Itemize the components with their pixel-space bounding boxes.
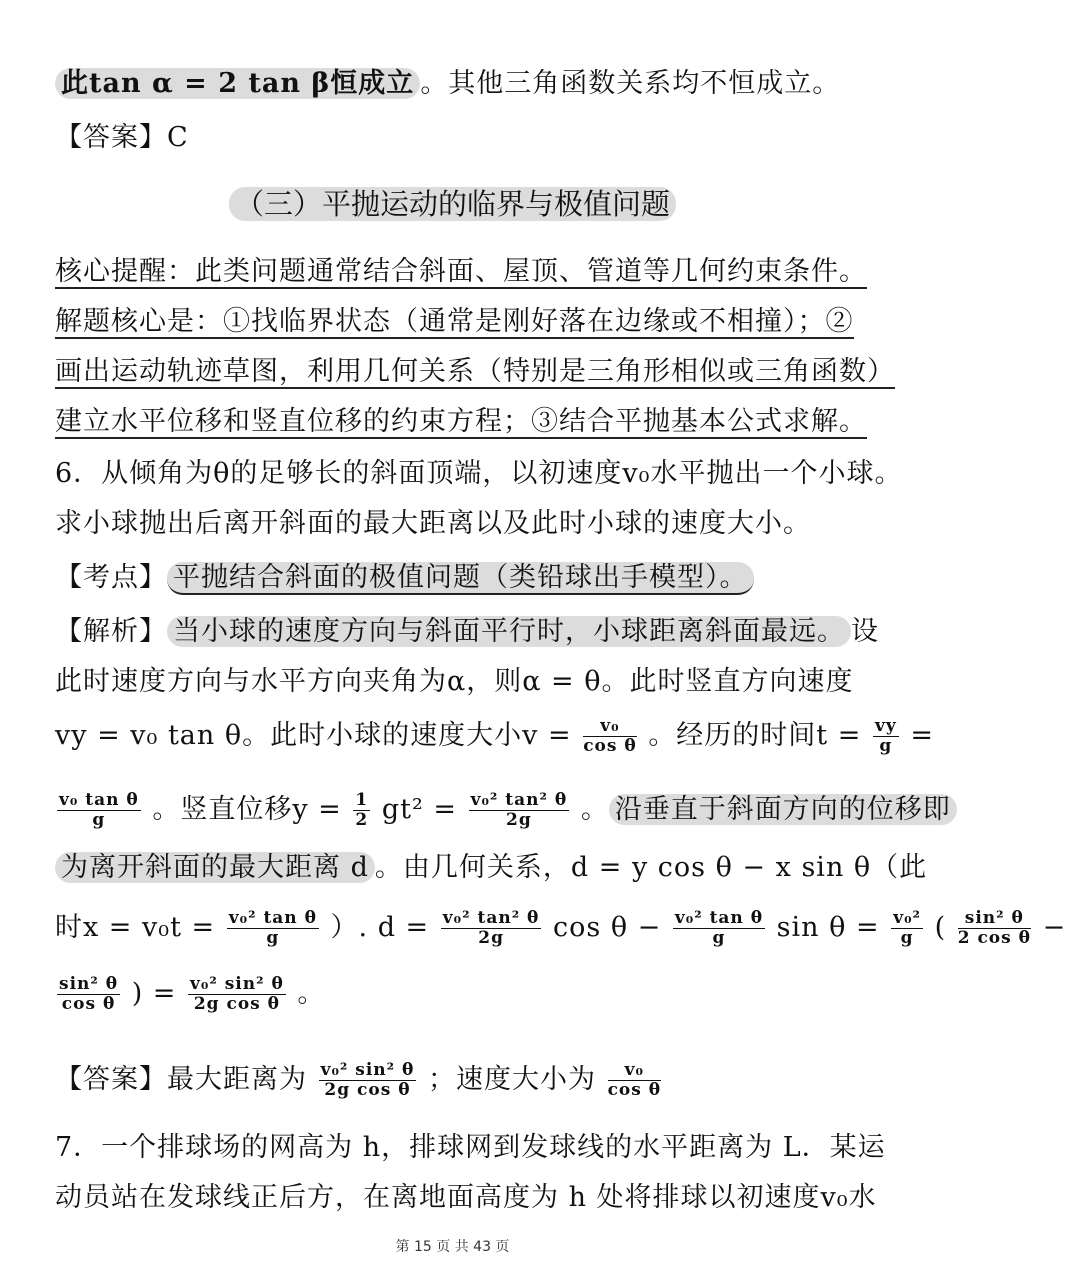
text: sin θ = [776,912,880,943]
highlight-tan-relation: 此tan α = 2 tan β恒成立 [55,68,420,99]
text: 设 [851,616,879,647]
text: gt² = [381,794,457,825]
section-title [0,181,905,227]
fraction: $\frac{\text{v₀² sin² θ}}{\text{2g cos θ}}$ [320,1060,415,1100]
text: 。由几何关系，d = y cos θ − x sin θ（此 [374,852,928,883]
kaodian-label: 【考点】 [55,562,167,593]
core-line-2 [55,300,854,344]
text: 。竖直位移y = [152,794,342,825]
kaodian-text: 平抛结合斜面的极值问题（类铅球出手模型）。 [167,562,754,595]
text: 时x = v₀t = [55,912,216,943]
fraction: $\frac{\text{v₀² tan θ}}{g}$ [674,908,764,948]
core-text: 建立水平位移和竖直位移的约束方程；③结合平抛基本公式求解。 [55,406,867,437]
text: ) = [131,978,177,1009]
fraction: $\frac{vy}{g}$ [874,716,897,756]
core-text: 核心提醒：此类问题通常结合斜面、屋顶、管道等几何约束条件。 [55,256,867,287]
jiexi-line-3 [55,714,934,758]
answer-5: 【答案】C [55,122,189,153]
question-7-line-1: 7．一个排球场的网高为 h，排球网到发球线的水平距离为 L．某运 [55,1132,886,1163]
text: = [910,720,934,751]
question-7-line-2: 动员站在发球线正后方，在离地面高度为 h 处将排球以初速度v₀水 [55,1182,877,1213]
jiexi-highlight: 为离开斜面的最大距离 d [55,852,375,883]
fraction: $\frac{\text{sin² θ}}{\text{cos θ}}$ [59,974,119,1014]
core-line-4 [55,400,867,444]
jiexi-line-2: 此时速度方向与水平方向夹角为α，则α = θ。此时竖直方向速度 [55,666,854,697]
jiexi-line-5 [55,846,927,890]
fraction: $\frac{\text{v₀² sin² θ}}{\text{2g cos θ}}$ [190,974,284,1014]
jiexi-highlight: 沿垂直于斜面方向的位移即 [609,794,957,825]
line-1 [55,62,840,106]
kaodian [55,556,754,600]
text: 。其他三角函数关系均不恒成立。 [420,68,841,99]
text: ；速度大小为 [427,1064,596,1095]
text: ）. d = [330,912,430,943]
text: − [1042,912,1066,943]
jiexi-line-6 [55,906,1066,950]
core-line-3 [55,350,895,394]
core-text: 画出运动轨迹草图，利用几何关系（特别是三角形相似或三角函数） [55,356,895,387]
answer-6 [55,1058,663,1102]
question-6-line-1: 6．从倾角为θ的足够长的斜面顶端，以初速度v₀水平抛出一个小球。 [55,458,903,489]
fraction: $\frac{\text{v₀}}{\text{cos θ}}$ [607,1060,662,1100]
fraction: $\frac{\text{sin² θ}}{\text{2 cos θ}}$ [957,908,1031,948]
question-6-line-2: 求小球抛出后离开斜面的最大距离以及此时小球的速度大小。 [55,508,811,539]
jiexi-line-7 [55,972,325,1016]
jiexi-highlight: 当小球的速度方向与斜面平行时，小球距离斜面最远。 [167,616,851,647]
jiexi-label: 【解析】 [55,616,167,647]
text: 。经历的时间t = [648,720,862,751]
core-text: 解题核心是：①找临界状态（通常是刚好落在边缘或不相撞）；② [55,306,854,337]
fraction: $\frac{\text{v₀}}{\text{cos θ}}$ [583,716,637,756]
jiexi-line-4 [55,788,957,832]
fraction: $\frac{\text{v₀²}}{g}$ [893,908,921,948]
section-title-text: （三）平抛运动的临界与极值问题 [229,187,676,221]
page-number: 第 15 页 共 43 页 [395,1239,510,1255]
jiexi-line-1 [55,610,879,654]
text: 。 [297,978,326,1009]
fraction: $\frac{\text{v₀² tan² θ}}{2g}$ [470,790,568,830]
fraction: $\frac{\text{v₀² tan θ}}{g}$ [228,908,317,948]
fraction: $\frac{\text{v₀ tan θ}}{g}$ [59,790,139,830]
text: 【答案】最大距离为 [55,1064,307,1095]
text: cos θ − [553,912,662,943]
fraction: $\frac{1}{2}$ [355,790,369,830]
fraction: $\frac{\text{v₀² tan² θ}}{2g}$ [442,908,540,948]
text: 。 [580,794,609,825]
text: vy = v₀ tan θ。此时小球的速度大小v = [55,720,572,751]
core-line-1 [55,250,867,294]
text: ( [934,912,947,943]
